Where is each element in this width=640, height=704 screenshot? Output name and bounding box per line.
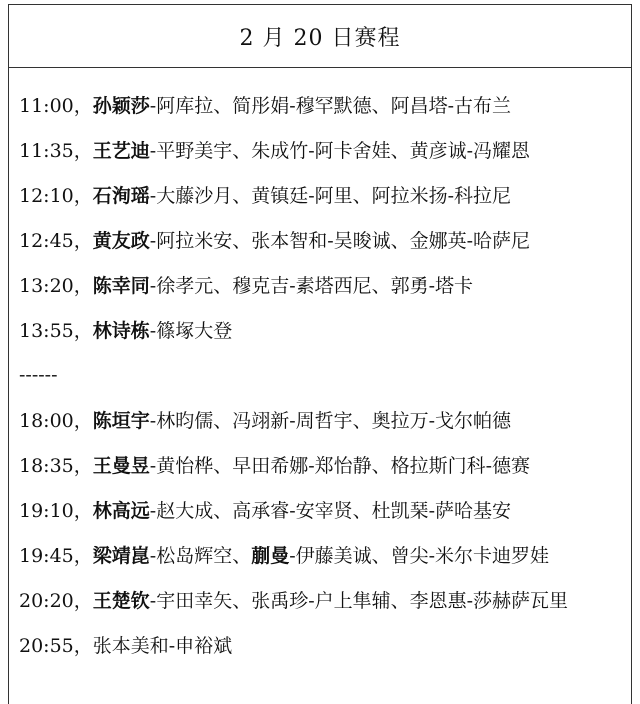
schedule-row [9, 172, 631, 217]
match-time: 11:00， [19, 95, 93, 117]
schedule-row [9, 532, 631, 577]
match-list: -徐孝元、穆克吉-素塔西尼、郭勇-塔卡 [149, 275, 474, 297]
match-list: -篠塚大登 [149, 320, 233, 342]
match-time: 18:35， [19, 455, 93, 477]
match-time: 12:45， [19, 230, 93, 252]
match-list: 张本美和-申裕斌 [92, 635, 233, 657]
match-time: 13:55， [19, 320, 93, 342]
schedule-row [9, 262, 631, 307]
schedule-table [8, 4, 632, 704]
schedule-row [9, 82, 631, 127]
lead-player: 黄友政 [92, 230, 150, 252]
schedule-row [9, 307, 631, 352]
schedule-row [9, 442, 631, 487]
lead-player: 林诗栋 [92, 320, 150, 342]
lead-player: 陈垣宇 [92, 410, 150, 432]
session-divider: ------ [19, 363, 58, 386]
match-list-2: -伊藤美诚、曾尖-米尔卡迪罗娃 [289, 545, 550, 567]
match-time: 20:55， [19, 635, 93, 657]
lead-player: 陈幸同 [92, 275, 150, 297]
lead-player: 石洵瑶 [92, 185, 150, 207]
schedule-row [9, 622, 631, 667]
match-list: -松岛辉空、 [149, 545, 252, 567]
match-time: 11:35， [19, 140, 93, 162]
lead-player: 王艺迪 [92, 140, 150, 162]
schedule-list [9, 68, 631, 667]
schedule-row [9, 487, 631, 532]
schedule-row [9, 577, 631, 622]
match-list: -阿库拉、简彤娟-穆罕默德、阿昌塔-古布兰 [149, 95, 512, 117]
lead-player: 王曼昱 [92, 455, 150, 477]
match-list: -大藤沙月、黄镇廷-阿里、阿拉米扬-科拉尼 [149, 185, 512, 207]
lead-player: 梁靖崑 [92, 545, 150, 567]
match-time: 20:20， [19, 590, 93, 612]
match-list: -黄怡桦、早田希娜-郑怡静、格拉斯门科-德赛 [149, 455, 531, 477]
match-time: 13:20， [19, 275, 93, 297]
match-list: -赵大成、高承睿-安宰贤、杜凯琹-萨哈基安 [149, 500, 512, 522]
match-time: 12:10， [19, 185, 93, 207]
match-time: 19:10， [19, 500, 93, 522]
schedule-row [9, 217, 631, 262]
match-list: -平野美宇、朱成竹-阿卡舍娃、黄彦诚-冯耀恩 [149, 140, 531, 162]
schedule-row [9, 397, 631, 442]
match-time: 18:00， [19, 410, 93, 432]
match-list: -林昀儒、冯翊新-周哲宇、奥拉万-戈尔帕德 [149, 410, 512, 432]
lead-player-2: 蒯曼 [251, 545, 290, 567]
lead-player: 孙颖莎 [92, 95, 150, 117]
lead-player: 王楚钦 [92, 590, 150, 612]
match-list: -宇田幸矢、张禹珍-户上隼辅、李恩惠-莎赫萨瓦里 [149, 590, 569, 612]
match-time: 19:45， [19, 545, 93, 567]
page-title: 2 月 20 日赛程 [9, 5, 631, 68]
lead-player: 林高远 [92, 500, 150, 522]
match-list: -阿拉米安、张本智和-吴晙诚、金娜英-哈萨尼 [149, 230, 531, 252]
schedule-row [9, 127, 631, 172]
